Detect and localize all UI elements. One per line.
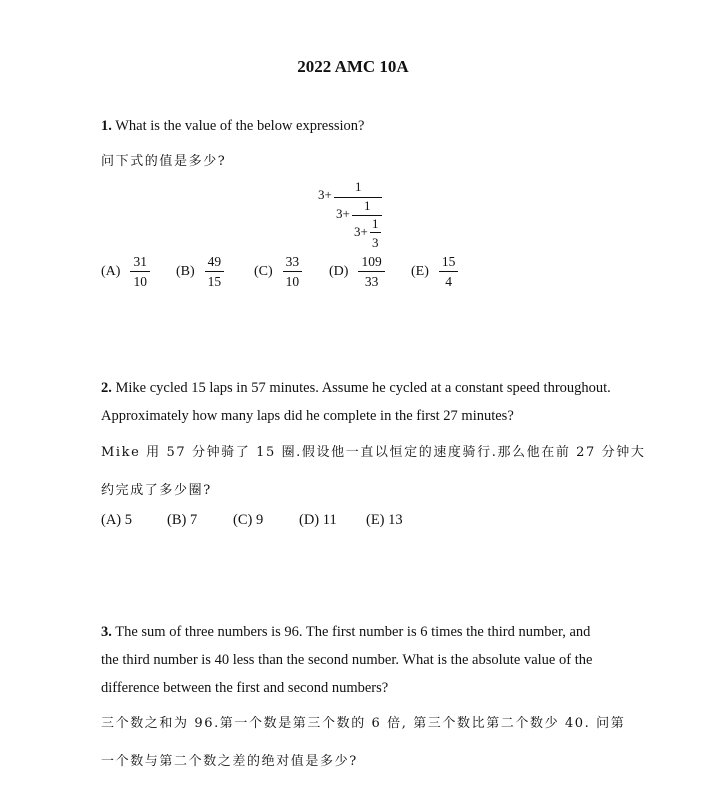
cf-bar-outer bbox=[334, 197, 382, 198]
numerator: 49 bbox=[205, 254, 225, 272]
denominator: 10 bbox=[285, 274, 300, 289]
cf-three-inner: 3+ bbox=[354, 224, 368, 239]
numerator: 33 bbox=[283, 254, 303, 272]
question-3-chinese-line-1: 三个数之和为 96.第一个数是第三个数的 6 倍, 第三个数比第二个数少 40. 问第 bbox=[101, 716, 626, 731]
cf-bar-inner bbox=[370, 232, 381, 233]
question-3-english-line-1: The sum of three numbers is 96. The first number is 6 times the third number, and bbox=[115, 624, 591, 640]
choice-fraction bbox=[205, 254, 225, 289]
question-2-chinese-line-1: Mike 用 57 分钟骑了 15 圈.假设他一直以恒定的速度骑行.那么他在前 27 分钟大 bbox=[101, 445, 646, 460]
question-2-chinese-line-2: 约完成了多少圈? bbox=[101, 483, 212, 498]
question-1-text bbox=[101, 118, 365, 135]
question-3-english-line-3: difference between the first and second numbers? bbox=[101, 680, 389, 696]
q2-choice-c: (C) 9 bbox=[233, 512, 264, 528]
denominator: 33 bbox=[364, 274, 379, 289]
cf-three-denominator: 3 bbox=[372, 235, 379, 250]
page-title: 2022 AMC 10A bbox=[297, 57, 409, 76]
choice-label: (B) bbox=[176, 263, 195, 279]
q1-choice-c bbox=[254, 254, 302, 289]
denominator: 4 bbox=[445, 274, 453, 289]
question-3-english-line-2: the third number is 40 less than the second number. What is the absolute value of the bbox=[101, 652, 593, 668]
choice-fraction bbox=[130, 254, 150, 289]
choice-fraction bbox=[439, 254, 459, 289]
q2-choice-b: (B) 7 bbox=[167, 512, 198, 528]
question-1-chinese: 问下式的值是多少? bbox=[101, 154, 227, 169]
question-2-english-line-1: Mike cycled 15 laps in 57 minutes. Assume he cycled at a constant speed throughout. bbox=[115, 380, 611, 396]
question-3-number: 3. bbox=[101, 624, 112, 640]
choice-label: (C) bbox=[254, 263, 273, 279]
choice-label: (A) bbox=[101, 263, 121, 279]
question-1-english: What is the value of the below expression? bbox=[115, 118, 365, 134]
choice-label: (E) bbox=[411, 263, 429, 279]
question-3-chinese-line-2: 一个数与第二个数之差的绝对值是多少? bbox=[101, 754, 358, 769]
choice-fraction bbox=[358, 254, 384, 289]
q1-choice-e bbox=[411, 254, 458, 289]
q1-choice-d bbox=[329, 254, 385, 289]
q1-choice-b bbox=[176, 254, 224, 289]
cf-three-middle: 3+ bbox=[336, 206, 350, 221]
question-2-number: 2. bbox=[101, 380, 112, 396]
numerator: 109 bbox=[358, 254, 384, 272]
q2-choice-d: (D) 11 bbox=[299, 512, 337, 528]
cf-three-outer: 3+ bbox=[318, 187, 332, 202]
q1-choice-a bbox=[101, 254, 150, 289]
denominator: 15 bbox=[207, 274, 222, 289]
question-2-english-line-2: Approximately how many laps did he complete in the first 27 minutes? bbox=[101, 408, 514, 424]
numerator: 15 bbox=[439, 254, 459, 272]
q2-choice-a: (A) 5 bbox=[101, 512, 133, 528]
choice-fraction bbox=[283, 254, 303, 289]
question-1-number: 1. bbox=[101, 118, 112, 134]
cf-one-inner: 1 bbox=[372, 216, 379, 231]
question-3-text bbox=[101, 624, 590, 641]
cf-one-outer: 1 bbox=[355, 179, 362, 194]
numerator: 31 bbox=[130, 254, 150, 272]
choice-label: (D) bbox=[329, 263, 349, 279]
q2-choice-e: (E) 13 bbox=[366, 512, 403, 528]
denominator: 10 bbox=[133, 274, 147, 289]
question-2-text bbox=[101, 380, 611, 397]
cf-one-middle: 1 bbox=[364, 198, 371, 213]
